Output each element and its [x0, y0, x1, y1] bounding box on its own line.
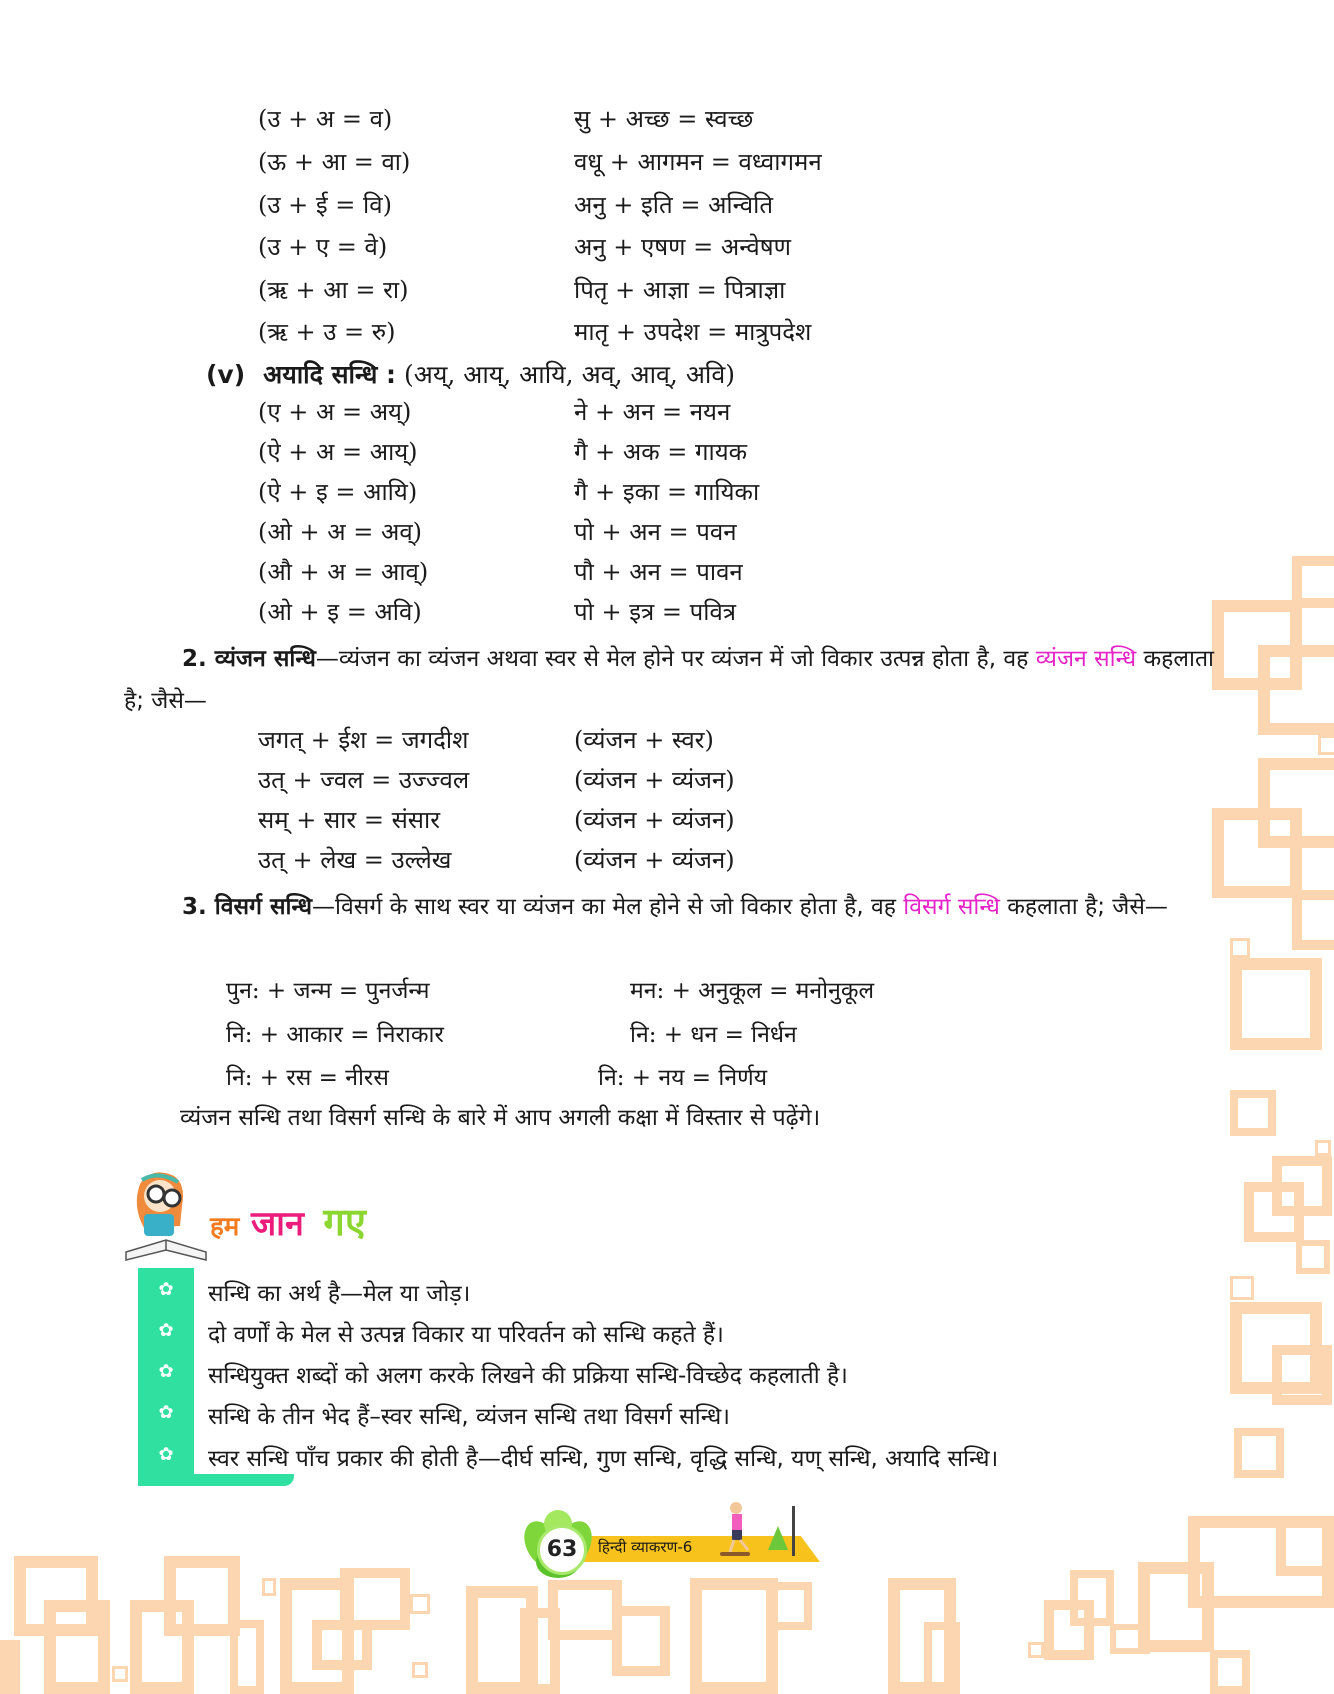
decor-square: [1296, 1240, 1330, 1274]
decor-square: [1188, 1516, 1334, 1608]
summary-item: स्वर सन्धि पाँच प्रकार की होती है—दीर्घ सन्धि, गुण सन्धि, वृद्धि सन्धि, यण् सन्धि, अयादि सन्धि।: [208, 1446, 999, 1472]
flower-bullet-icon: ✿: [158, 1320, 174, 1341]
example-text: सम् + सार = संसार: [258, 806, 441, 834]
rule-text: (ए + अ = अय्): [258, 398, 412, 426]
definition-text: —विसर्ग के साथ स्वर या व्यंजन का मेल होने से जो विकार होता है, वह: [312, 894, 904, 920]
term-highlight: व्यंजन सन्धि: [1035, 646, 1137, 672]
example-text: उत् + ज्वल = उज्ज्वल: [258, 766, 470, 794]
example-text: वधू + आगमन = वध्वागमन: [574, 148, 822, 176]
decor-square: [230, 1620, 264, 1694]
decor-square: [44, 1600, 110, 1694]
example-text: नि: + धन = निर्धन: [630, 1022, 797, 1048]
decor-square: [1234, 1428, 1284, 1478]
rule-text: (ऐ + इ = आयि): [258, 478, 418, 506]
rule-text: (ओ + अ = अव्): [258, 518, 423, 546]
example-text: नि: + रस = नीरस: [226, 1065, 389, 1091]
decor-square: [1272, 1345, 1332, 1405]
section-number: (v): [206, 360, 246, 389]
summary-item: सन्धियुक्त शब्दों को अलग करके लिखने की प्रक्रिया सन्धि-विच्छेद कहलाती है।: [208, 1363, 848, 1389]
example-text: जगत् + ईश = जगदीश: [258, 726, 469, 754]
example-text: अनु + एषण = अन्वेषण: [574, 233, 791, 261]
example-text: ने + अन = नयन: [574, 398, 731, 426]
visarg-sandhi-paragraph: [124, 886, 1214, 928]
example-text: उत् + लेख = उल्लेख: [258, 846, 452, 874]
decor-square: [164, 1556, 240, 1636]
section-heading: 3. विसर्ग सन्धि: [182, 894, 313, 920]
vyanjan-sandhi-paragraph: [124, 638, 1214, 722]
rule-text: (उ + अ = व): [258, 105, 393, 133]
rule-text: (ऋ + आ = रा): [258, 276, 409, 304]
flower-bullet-icon: ✿: [158, 1402, 174, 1423]
example-text: गै + इका = गायिका: [574, 478, 760, 506]
section-forms: (अय्, आय्, आयि, अव्, आव्, अवि): [403, 360, 736, 389]
term-highlight: विसर्ग सन्धि: [903, 894, 1000, 920]
skater-illustration: [720, 1500, 800, 1560]
decor-square: [1210, 1650, 1250, 1694]
decor-square: [1244, 1182, 1304, 1242]
rule-text: (ऐ + अ = आय्): [258, 438, 418, 466]
decor-square: [1258, 645, 1334, 735]
decor-square: [1292, 890, 1334, 950]
note-text: व्यंजन सन्धि तथा विसर्ग सन्धि के बारे में आप अगली कक्षा में विस्तार से पढ़ेंगे।: [180, 1105, 821, 1131]
example-text: पुन: + जन्म = पुनर्जन्म: [226, 978, 430, 1004]
page-number: 63: [537, 1525, 587, 1575]
example-text: अनु + इति = अन्विति: [574, 191, 774, 219]
example-text: सु + अच्छ = स्वच्छ: [574, 105, 754, 133]
rule-text: (औ + अ = आव्): [258, 558, 429, 586]
example-text: पो + अन = पवन: [574, 518, 737, 546]
decor-square: [262, 1578, 276, 1596]
title-part: हम: [210, 1212, 240, 1242]
section-heading: 2. व्यंजन सन्धि: [182, 646, 316, 672]
book-title: हिन्दी व्याकरण-6: [598, 1538, 693, 1556]
decor-square: [1070, 1570, 1114, 1626]
type-text: (व्यंजन + स्वर): [574, 726, 714, 754]
flower-bullet-icon: ✿: [158, 1444, 174, 1465]
type-text: (व्यंजन + व्यंजन): [574, 766, 735, 794]
flower-bullet-icon: ✿: [158, 1279, 174, 1300]
decor-square: [612, 1606, 670, 1676]
girl-reading-illustration: [122, 1166, 210, 1266]
summary-item: सन्धि के तीन भेद हैं–स्वर सन्धि, व्यंजन सन्धि तथा विसर्ग सन्धि।: [208, 1404, 730, 1430]
ayadi-sandhi-heading: [206, 357, 735, 391]
summary-item: दो वर्णों के मेल से उत्पन्न विकार या परिवर्तन को सन्धि कहते हैं।: [208, 1322, 724, 1348]
example-text: गै + अक = गायक: [574, 438, 748, 466]
type-text: (व्यंजन + व्यंजन): [574, 806, 735, 834]
decor-square: [1230, 958, 1322, 1050]
definition-text: —व्यंजन का व्यंजन अथवा स्वर से मेल होने पर व्यंजन में जो विकार उत्पन्न होता है, वह: [315, 646, 1029, 672]
decor-square: [112, 1666, 128, 1682]
definition-tail: कहलाता है; जैसे—: [1007, 894, 1168, 920]
decor-square: [1318, 735, 1334, 755]
example-text: पौ + अन = पावन: [574, 558, 743, 586]
rule-text: (उ + ए = वे): [258, 233, 388, 261]
example-text: नि: + आकार = निराकार: [226, 1022, 444, 1048]
decor-square: [0, 1640, 20, 1694]
decor-square: [1230, 1090, 1276, 1136]
example-text: मन: + अनुकूल = मनोनुकूल: [630, 978, 875, 1004]
summary-item: सन्धि का अर्थ है—मेल या जोड़।: [208, 1281, 471, 1307]
decor-square: [410, 1594, 430, 1614]
title-part: जान: [250, 1204, 304, 1244]
summary-title: [210, 1195, 366, 1247]
example-text: पितृ + आज्ञा = पित्राज्ञा: [574, 276, 786, 304]
flower-bullet-icon: ✿: [158, 1361, 174, 1382]
decor-square: [1230, 938, 1250, 958]
decor-square: [1230, 1276, 1254, 1300]
example-text: पो + इत्र = पवित्र: [574, 598, 737, 626]
section-title: अयादि सन्धि :: [263, 360, 397, 389]
example-text: नि: + नय = निर्णय: [598, 1065, 768, 1091]
decor-square: [690, 1578, 778, 1694]
decor-square: [1028, 1642, 1044, 1658]
rule-text: (ओ + इ = अवि): [258, 598, 422, 626]
rule-text: (उ + ई = वि): [258, 191, 392, 219]
decor-square: [924, 1622, 960, 1694]
type-text: (व्यंजन + व्यंजन): [574, 846, 735, 874]
rule-text: (ऋ + उ = रु): [258, 318, 396, 346]
definition-tail: कहलाता है; जैसे—: [124, 646, 1215, 714]
summary-bar-foot: [138, 1474, 294, 1486]
decor-square: [1212, 808, 1302, 898]
decor-square: [548, 1580, 622, 1640]
example-text: मातृ + उपदेश = मात्रुपदेश: [574, 318, 812, 346]
decor-square: [340, 1568, 410, 1630]
title-part: गए: [323, 1200, 366, 1244]
decor-square: [770, 1582, 812, 1630]
decor-square: [412, 1662, 428, 1678]
rule-text: (ऊ + आ = वा): [258, 148, 411, 176]
decor-square: [1315, 1140, 1331, 1156]
